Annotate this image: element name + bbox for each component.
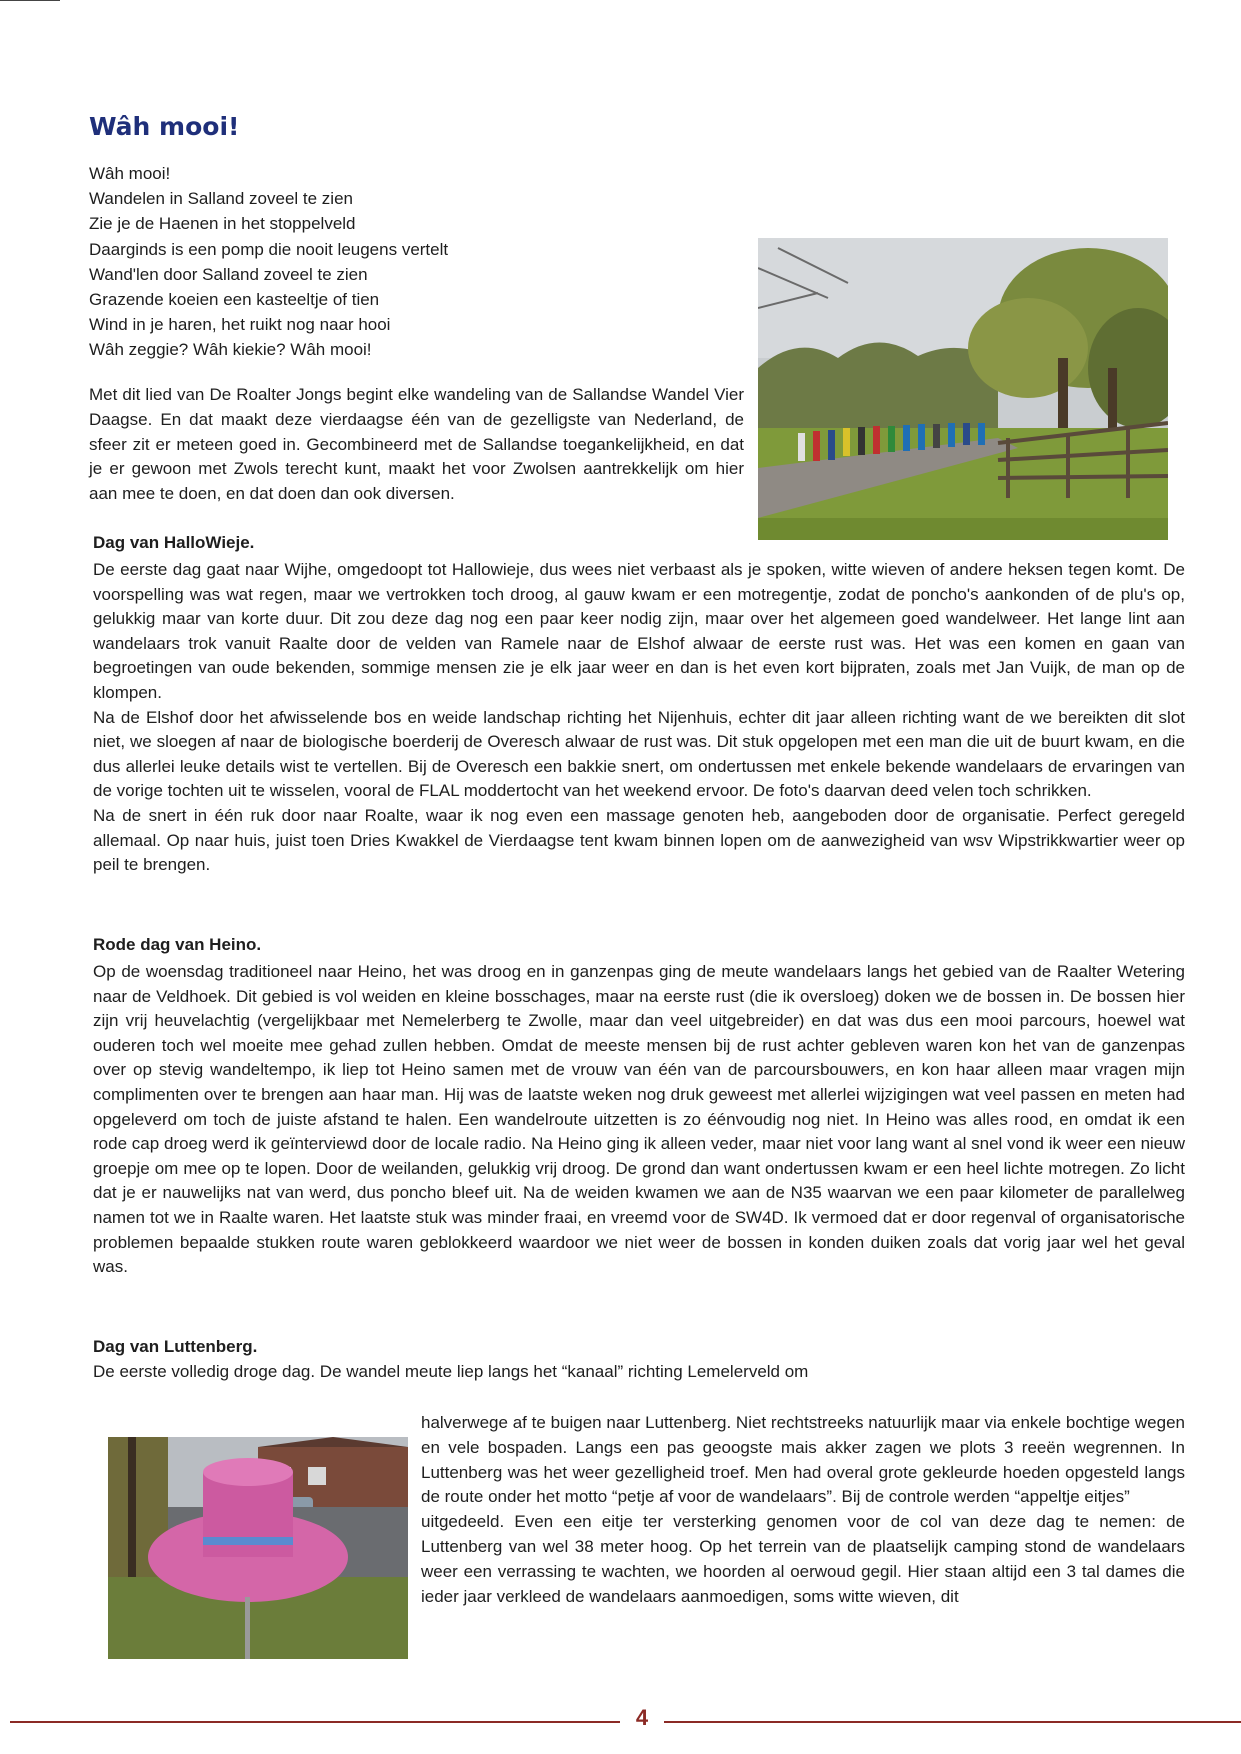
song-lyrics <box>89 161 689 363</box>
paragraph: De eerste dag gaat naar Wijhe, omgedoopt tot Hallowieje, dus wees niet verbaast als je spoken, witte wieven of andere heksen tegen komt. De voorspelling was wat regen, maar we vertrokken toch droog, al gauw kwam er een motregentje, zodat de poncho's aankonden of de plu's op, gelukkig maar van korte duur. Dit zou deze dag nog een paar keer nodig zijn, maar over het algemeen goed wandelweer. Het lange lint aan wandelaars trok vanuit Raalte door de velden van Ramele naar de Elshof alwaar de eerste rust was. Het was een komen en gaan van begroetingen van oude bekenden, sommige mensen zie je elk jaar weer en dan is het even kort bijpraten, zoals met Jan Vuijk, de man op de klompen. <box>93 560 1185 702</box>
section-text-hallowieje <box>93 558 1185 878</box>
footer-rule-right <box>664 1721 1241 1723</box>
lyric-line: Wandelen in Salland zoveel te zien <box>89 189 353 209</box>
section-first-line-luttenberg: De eerste volledig droge dag. De wandel meute liep langs het “kanaal” richting Lemelerveld om <box>93 1362 809 1381</box>
section-title-luttenberg: Dag van Luttenberg. <box>93 1337 258 1356</box>
paragraph: Op de woensdag traditioneel naar Heino, het was droog en in ganzenpas ging de meute wandelaars langs het gebied van de Raalter Wetering naar de Veldhoek. Dit gebied is vol weiden en kleine bosschages, maar na eerste rust (die ik oversloeg) doken we de bossen in. De bossen hier zijn vrij heuvelachtig (vergelijkbaar met Nemelerberg te Zwolle, maar dan veel uitgebreider) en dat was dus een mooi parcours, hoewel wat ouderen toch wel moeite mee gehad zullen hebben. Omdat de meeste mensen bij de rust achter gebleven waren kon het van de ganzenpas over op stevig wandeltempo, ik liep tot Heino samen met de vrouw van één van de parcoursbouwers, en kon haar alleen maar vragen mijn complimenten over te brengen aan haar man. Hij was de laatste weken nog druk geweest met allerlei wijzigingen wat veel passen en meten had opgeleverd om toch de juiste afstand te halen. Een wandelroute uitzetten is zo éénvoudig nog niet. In Heino was alles rood, en omdat ik een rode cap droeg werd ik geïnterviewd door de locale radio. Na Heino ging ik alleen veder, maar niet voor lang want al snel vond ik weer een nieuw groepje om mee op te lopen. Door de weilanden, gelukkig vrij droog. De grond dan want ondertussen kwam er een heel lichte motregen. Zo licht dat je er nauwelijks nat van werd, dus poncho bleef uit. Na de weiden kwamen we aan de N35 waarvan we een paar kilometer de parallelweg namen tot we in Raalte waren. Het laatste stuk was minder fraai, en vreemd voor de SW4D. Ik vermoed dat er door regenval of organisatorische problemen bepaalde stukken route waren geblokkeerd waardoor we niet weer de bossen in konden duiken zoals dat vorig jaar wel het geval was. <box>93 962 1185 1277</box>
lyric-line: Zie je de Haenen in het stoppelveld <box>89 214 356 234</box>
paragraph: halverwege af te buigen naar Luttenberg. Niet rechtstreeks natuurlijk maar via enkele bochtige wegen en vele bospaden. Langs een pas geoogste mais akker zagen we plots 3 reeën wegrennen. In Luttenberg was het weer gezelligheid troef. Men had overal grote gekleurde hoeden opgesteld langs de route onder het motto “petje af voor de wandelaars”. Bij de controle werden “appeltje eitjes” <box>421 1413 1185 1507</box>
pink-hat-photo <box>108 1437 408 1659</box>
section-title-hallowieje: Dag van HalloWieje. <box>93 533 255 552</box>
section-text-heino <box>93 960 1185 1280</box>
page-corner-mark <box>0 0 60 1</box>
page-number: 4 <box>635 1705 649 1730</box>
lyric-line: Daarginds is een pomp die nooit leugens vertelt <box>89 239 449 259</box>
walkers-photo <box>758 238 1168 540</box>
lyric-line: Wind in je haren, het ruikt nog naar hooi <box>89 315 391 335</box>
paragraph: Na de Elshof door het afwisselende bos en weide landschap richting het Nijenhuis, echter dit jaar alleen richting want de we bereikten dit slot niet, we sloegen af naar de biologische boerderij de Overesch alwaar de rust was. Dit stuk opgelopen met een man die uit de buurt kwam, en die dus allerlei leuke details wist te vertellen. Bij de Overesch een bakkie snert, om ondertussen met enkele bekende wandelaars de ervaringen van de vorige tochten uit te wisselen, vooral de FLAL moddertocht van het weekend ervoor. De foto's daarvan deed velen toch schrikken. <box>93 707 1185 801</box>
paragraph: uitgedeeld. Even een eitje ter versterking genomen voor de col van deze dag te nemen: de Luttenberg van wel 38 meter hoog. Op het terrein van de plaatselijk camping stond de wandelaars weer een verrassing te wachten, we hoorden al oerwoud gegil. Hier staan altijd een 3 tal dames die ieder jaar verkleed de wandelaars aanmoedigen, soms witte wieven, dit <box>421 1512 1185 1606</box>
lyric-line: Wâh zeggie? Wâh kiekie? Wâh mooi! <box>89 340 372 360</box>
lyric-line: Grazende koeien een kasteeltje of tien <box>89 290 380 310</box>
paragraph: Na de snert in één ruk door naar Roalte, waar ik nog even een massage genoten heb, aangeboden door de organisatie. Perfect geregeld allemaal. Op naar huis, juist toen Dries Kwakkel de Vierdaagse tent kwam binnen lopen om de aanwezigheid van wsv Wipstrikkwartier weer op peil te brengen. <box>93 805 1185 875</box>
lyric-line: Wâh mooi! <box>89 164 171 183</box>
footer-rule-left <box>10 1721 620 1723</box>
section-text-luttenberg <box>421 1411 1185 1609</box>
intro-paragraph: Met dit lied van De Roalter Jongs begint elke wandeling van de Sallandse Wandel Vier Daagse. En dat maakt deze vierdaagse één van de gezelligste van Nederland, de sfeer zit er meteen goed in. Gecombineerd met de Sallandse toegankelijkheid, en dat je er gewoon met Zwols terecht kunt, maakt het voor Zwolsen aantrekkelijk om hier aan mee te doen, en dat doen dan ook diversen. <box>89 385 744 504</box>
lyric-line: Wand'len door Salland zoveel te zien <box>89 264 368 284</box>
page-title: Wâh mooi! <box>89 112 240 141</box>
section-title-heino: Rode dag van Heino. <box>93 935 262 954</box>
